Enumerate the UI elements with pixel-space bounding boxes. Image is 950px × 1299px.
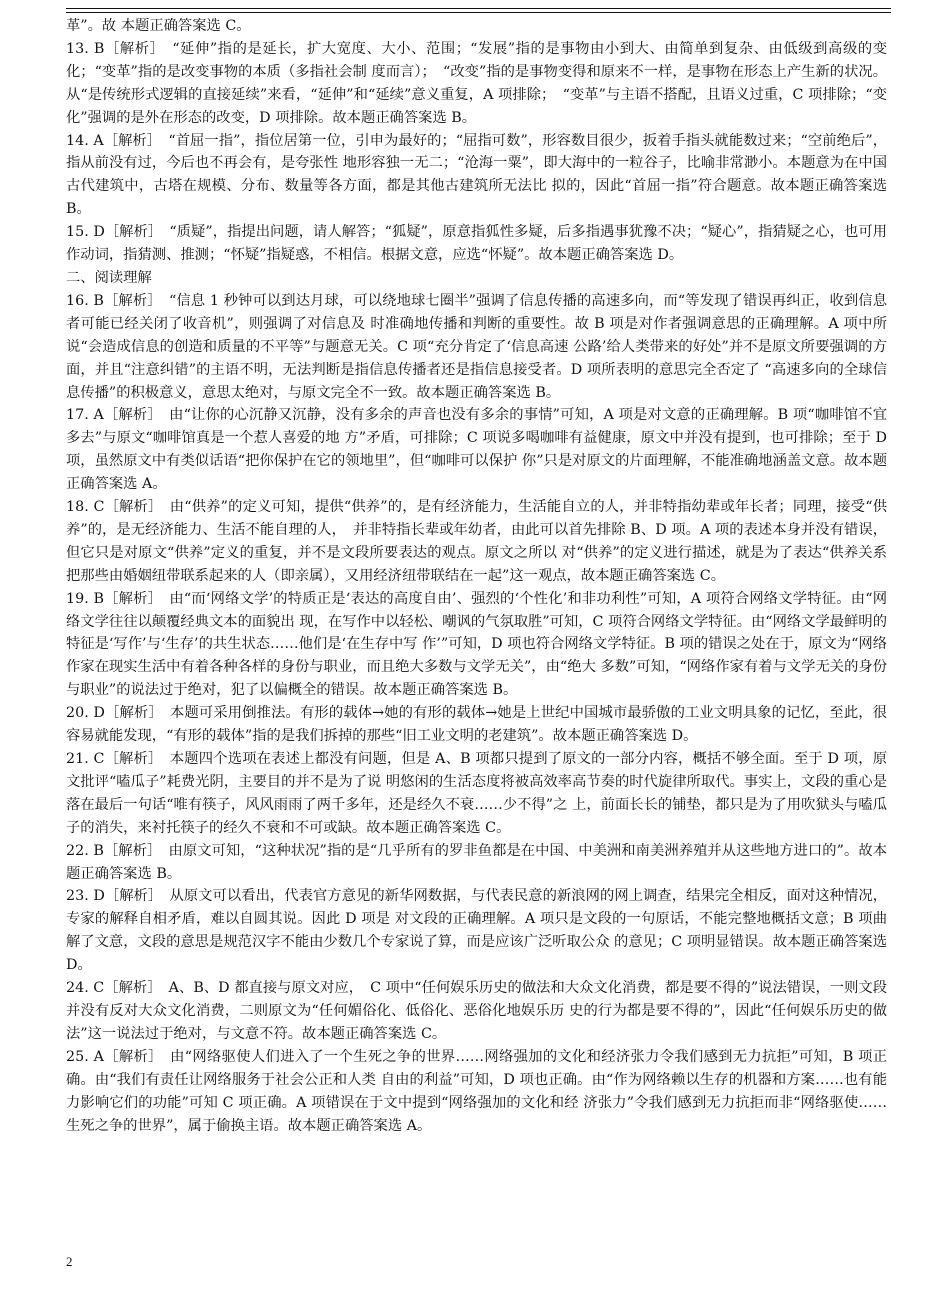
explanation-15: 15. D［解析］ “质疑”，指提出问题，请人解答；“狐疑”，原意指狐性多疑，后多指遇事犹豫不决；“疑心”，指猜疑之心，也可用作动词，指猜测、推测；“怀疑”指疑惑，不相信。根据文意，应选“怀疑”。故本题正确答案选 D。: [66, 224, 887, 264]
page-number: 2: [66, 1254, 73, 1269]
explanation-17: 17. A［解析］ 由“让你的心沉静又沉静，没有多余的声音也没有多余的事情”可知，A 项是对文意的正确理解。B 项“咖啡馆不宜多去”与原文“咖啡馆真是一个惹人喜爱的地 方”矛盾，可排除；C 项说多喝咖啡有益健康，原文中并没有提到，也可排除；至于 D 项，虽然原文中有类似话语“把你保护在它的领地里”，但“咖啡可以保护 你”只是对原文的片面理解，不能准确地涵盖文意。故本题正确答案选 A。: [66, 407, 887, 493]
explanation-22: 22. B［解析］ 由原文可知，“这种状况”指的是“几乎所有的罗非鱼都是在中国、中美洲和南美洲养殖并从这些地方进口的”。故本题正确答案选 B。: [66, 842, 887, 882]
explanation-14: 14. A［解析］ “首屈一指”，指位居第一位，引申为最好的；“屈指可数”，形容数目很少，扳着手指头就能数过来；“空前绝后”，指从前没有过，今后也不再会有，是夸张性 地形容独一无二；“沧海一粟”，即大海中的一粒谷子，比喻非常渺小。本题意为在中国古代建筑中，古塔在规模、分布、数量等各方面，都是其他古建筑所无法比 拟的，因此“首屈一指”符合题意。故本题正确答案选 B。: [66, 132, 887, 218]
explanation-25: 25. A［解析］ 由“网络驱使人们进入了一个生死之争的世界……网络强加的文化和经济张力令我们感到无力抗拒”可知，B 项正确。由“我们有责任让网络服务于社会公正和人类 自由的利益”可知，D 项也正确。由“作为网络赖以生存的机器和方案……也有能力影响它们的功能”可知 C 项正确。A 项错误在于文中提到“网络强加的文化和经 济张力”令我们感到无力抗拒而非“网络驱使……生死之争的世界”，属于偷换主语。故本题正确答案选 A。: [66, 1048, 887, 1134]
explanation-16: 16. B［解析］ “信息 1 秒钟可以到达月球，可以绕地球七圈半”强调了信息传播的高速多向，而“等发现了错误再纠正，收到信息者可能已经关闭了收音机”，则强调了对信息及 时准确地传播和判断的重要性。故 B 项是对作者强调意思的正确理解。A 项中所说“会造成信息的创造和质量的不平等”与题意无关。C 项“充分肯定了‘信息高速 公路’给人类带来的好处”并不是原文所要强调的方面，并且“注意纠错”的主语不明，无法判断是指信息传播者还是指信息接受者。D 项所表明的意思完全否定了 “高速多向的全球信息传播”的积极意义，意思太绝对，与原文完全不一致。故本题正确答案选 B。: [66, 292, 887, 401]
header-rule-secondary: [66, 12, 891, 13]
explanation-13: 13. B［解析］ “延伸”指的是延长，扩大宽度、大小、范围；“发展”指的是事物由小到大、由简单到复杂、由低级到高级的变化；“变革”指的是改变事物的本质（多指社会制 度而言）； “改变”指的是事物变得和原来不一样，是事物在形态上产生新的状况。从“是传统形式逻辑的直接延续”来看，“延伸”和“延续”意义重复，A 项排除； “变革”与主语不搭配，且语义过重，C 项排除；“变化”强调的是外在形态的改变，D 项排除。故本题正确答案选 B。: [66, 40, 887, 126]
explanation-20: 20. D［解析］ 本题可采用倒推法。有形的载体→她的有形的载体→她是上世纪中国城市最骄傲的工业文明具象的记忆，至此，很容易就能发现，“有形的载体”指的是我们拆掉的那些“旧工业文明的老建筑”。故本题正确答案选 D。: [66, 705, 887, 745]
explanation-24: 24. C［解析］ A、B、D 都直接与原文对应， C 项中“任何娱乐历史的做法和大众文化消费，都是要不得的”说法错误，一则文段并没有反对大众文化消费，二则原文为“任何媚俗化、低俗化、恶俗化地娱乐历 史的行为都是要不得的”，因此“任何娱乐历史的做法”这一说法过于绝对，与文意不符。故本题正确答案选 C。: [66, 980, 887, 1042]
explanation-19: 19. B［解析］ 由“而‘网络文学’的特质正是‘表达的高度自由’、强烈的‘个性化’和非功利性”可知，A 项符合网络文学特征。由“网络文学往往以颠覆经典文本的面貌出 现，在写作中以轻松、嘲讽的气氛取胜”可知，C 项符合网络文学特征。由“网络文学最鲜明的特征是‘写作’与‘生存’的共生状态……他们是‘在生存中写 作’”可知，D 项也符合网络文学特征。B 项的错误之处在于，原文为“网络作家在现实生活中有着各种各样的身份与职业，而且绝大多数与文学无关”，由“绝大 多数”可知，“网络作家有着与文学无关的身份与职业”的说法过于绝对，犯了以偏概全的错误。故本题正确答案选 B。: [66, 590, 887, 699]
continuation-line: 革”。故 本题正确答案选 C。: [66, 18, 251, 34]
section-heading-reading: 二、阅读理解: [66, 269, 152, 286]
explanation-18: 18. C［解析］ 由“供养”的定义可知，提供“供养”的，是有经济能力，生活能自立的人，并非特指幼辈或年长者；同理，接受“供养”的，是无经济能力、生活不能自理的人， 并非特指长辈或年幼者，由此可以首先排除 B、D 项。A 项的表述本身并没有错误，但它只是对原文“供养”定义的重复，并不是文段所要表达的观点。原文之所以 对“供养”的定义进行描述，就是为了表达“供养关系把那些由婚姻纽带联系起来的人（即亲属），又用经济纽带联结在一起”这一观点，故本题正确答案选 C。: [66, 499, 887, 584]
explanation-21: 21. C［解析］ 本题四个选项在表述上都没有问题，但是 A、B 项都只提到了原文的一部分内容，概括不够全面。至于 D 项，原文批评“嗑瓜子”耗费光阴，主要目的并不是为了说 明悠闲的生活态度将被高效率高节奏的时代旋律所取代。事实上，文段的重心是落在最后一句话“唯有筷子，风风雨雨了两千多年，还是经久不衰……少不得”之 上，前面长长的铺垫，都只是为了用吹狱头与嗑瓜子的消失，来衬托筷子的经久不衰和不可或缺。故本题正确答案选 C。: [66, 751, 887, 836]
answer-explanations: [66, 15, 887, 1137]
header-rule: [66, 8, 891, 9]
explanation-23: 23. D［解析］ 从原文可以看出，代表官方意见的新华网数据，与代表民意的新浪网的网上调查，结果完全相反，面对这种情况，专家的解释自相矛盾，难以自圆其说。因此 D 项是 对文段的正确理解。A 项只是文段的一句原话，不能完整地概括文意；B 项曲解了文意，文段的意思是规范汉字不能由少数几个专家说了算，而是应该广泛听取公众 的意见；C 项明显错误。故本题正确答案选 D。: [66, 888, 887, 974]
